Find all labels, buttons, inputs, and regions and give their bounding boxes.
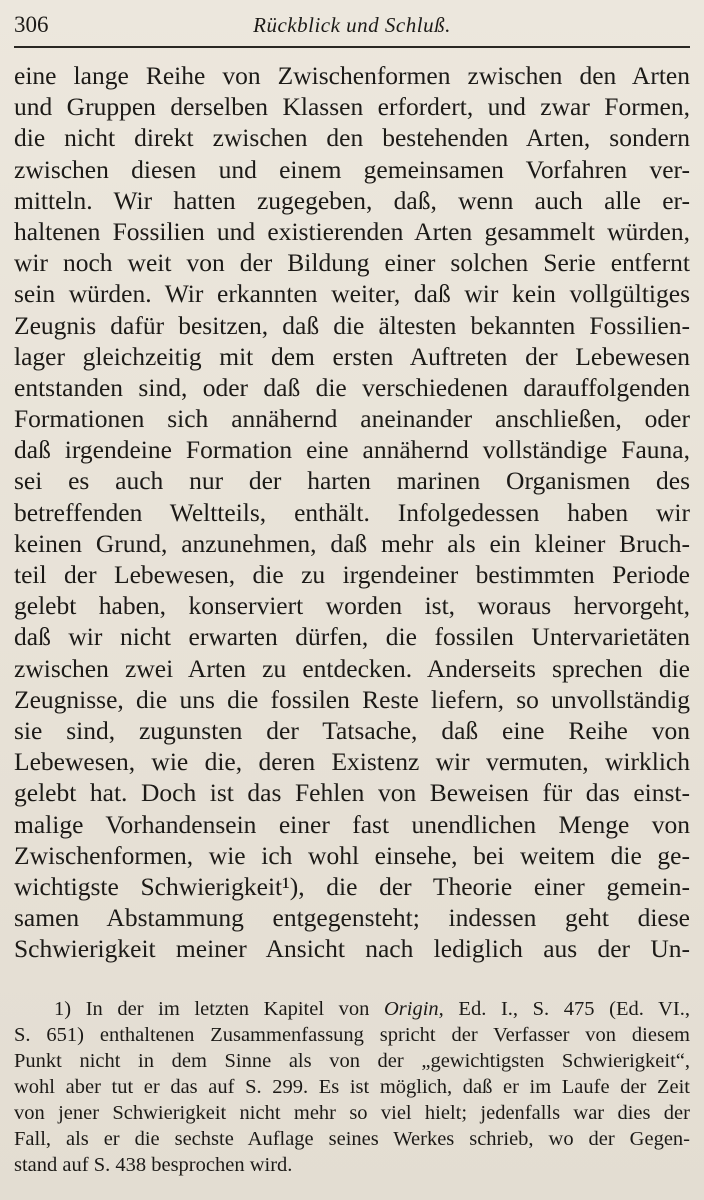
text-line: daß irgendeine Formation eine annähernd vollständige Fauna, xyxy=(14,435,690,465)
text-line: wichtigste Schwierigkeit¹), die der Theorie einer gemein- xyxy=(14,871,690,901)
text-line: entstanden sind, oder daß die verschiedenen darauffolgenden xyxy=(14,372,690,402)
text-line: Lebewesen, wie die, deren Existenz wir vermuten, wirklich xyxy=(14,747,690,777)
footnote-text: Ed. I., S. 475 (Ed. VI., xyxy=(443,998,690,1021)
text-line: die nicht direkt zwischen den bestehenden Arten, sondern xyxy=(14,123,690,153)
text-line: lager gleichzeitig mit dem ersten Auftreten der Lebewesen xyxy=(14,341,690,371)
text-line: Zwischenformen, wie ich wohl einsehe, bei weitem die ge- xyxy=(14,840,690,870)
text-line: samen Abstammung entgegensteht; indessen geht diese xyxy=(14,903,690,933)
text-line: sie sind, zugunsten der Tatsache, daß eine Reihe von xyxy=(14,715,690,745)
footnote xyxy=(14,996,690,1178)
text-line: gelebt haben, konserviert worden ist, woraus hervorgeht, xyxy=(14,591,690,621)
text-line: malige Vorhandensein einer fast unendlichen Menge von xyxy=(14,809,690,839)
text-line: mitteln. Wir hatten zugegeben, daß, wenn auch alle er- xyxy=(14,185,690,215)
running-head: Rückblick und Schluß. xyxy=(253,13,451,37)
text-line: keinen Grund, anzunehmen, daß mehr als ein kleiner Bruch- xyxy=(14,528,690,558)
text-line: eine lange Reihe von Zwischenformen zwischen den Arten xyxy=(14,61,690,90)
text-line: zwischen diesen und einem gemeinsamen Vorfahren ver- xyxy=(14,154,690,184)
text-line: zwischen zwei Arten zu entdecken. Anderseits sprechen die xyxy=(14,653,690,683)
text-line: haltenen Fossilien und existierenden Arten gesammelt würden, xyxy=(14,216,690,246)
text-line: wir noch weit von der Bildung einer solchen Serie entfernt xyxy=(14,248,690,278)
text-line: sei es auch nur der harten marinen Organismen des xyxy=(14,466,690,496)
text-line: sein würden. Wir erkannten weiter, daß wir kein vollgültiges xyxy=(14,279,690,309)
footnote-line xyxy=(14,996,690,1022)
text-line: betreffenden Weltteils, enthält. Infolgedessen haben wir xyxy=(14,497,690,527)
text-line: teil der Lebewesen, die zu irgendeiner bestimmten Periode xyxy=(14,560,690,589)
page-header xyxy=(14,12,690,48)
text-line: Zeugnisse, die uns die fossilen Reste liefern, so unvollständig xyxy=(14,684,690,714)
text-line: Zeugnis dafür besitzen, daß die ältesten bekannten Fossilien- xyxy=(14,310,690,340)
footnote-line: S. 651) enthaltenen Zusammenfassung spricht der Verfasser von diesem xyxy=(14,1024,690,1047)
footnote-line: Punkt nicht in dem Sinne als von der „gewichtigsten Schwierigkeit“, xyxy=(14,1050,690,1073)
footnote-line: von jener Schwierigkeit nicht mehr so viel hielt; jedenfalls war dies der xyxy=(14,1102,690,1125)
text-line: gelebt hat. Doch ist das Fehlen von Beweisen für das einst- xyxy=(14,778,690,808)
footnote-line: wohl aber tut er das auf S. 299. Es ist möglich, daß er im Laufe der Zeit xyxy=(14,1076,690,1099)
body-text xyxy=(14,60,690,964)
text-line: daß wir nicht erwarten dürfen, die fossilen Untervarietäten xyxy=(14,622,690,652)
text-line: Formationen sich annähernd aneinander anschließen, oder xyxy=(14,404,690,434)
text-line: Schwierigkeit meiner Ansicht nach lediglich aus der Un- xyxy=(14,934,690,964)
text-line: und Gruppen derselben Klassen erfordert, und zwar Formen, xyxy=(14,92,690,122)
footnote-line: stand auf S. 438 besprochen wird. xyxy=(14,1154,293,1177)
footnote-book-title: Origin, xyxy=(384,998,444,1021)
page-number: 306 xyxy=(14,12,49,37)
footnote-text: 1) In der im letzten Kapitel von xyxy=(54,998,384,1021)
footnote-line: Fall, als er die sechste Auflage seines Werkes schrieb, wo der Gegen- xyxy=(14,1128,690,1151)
